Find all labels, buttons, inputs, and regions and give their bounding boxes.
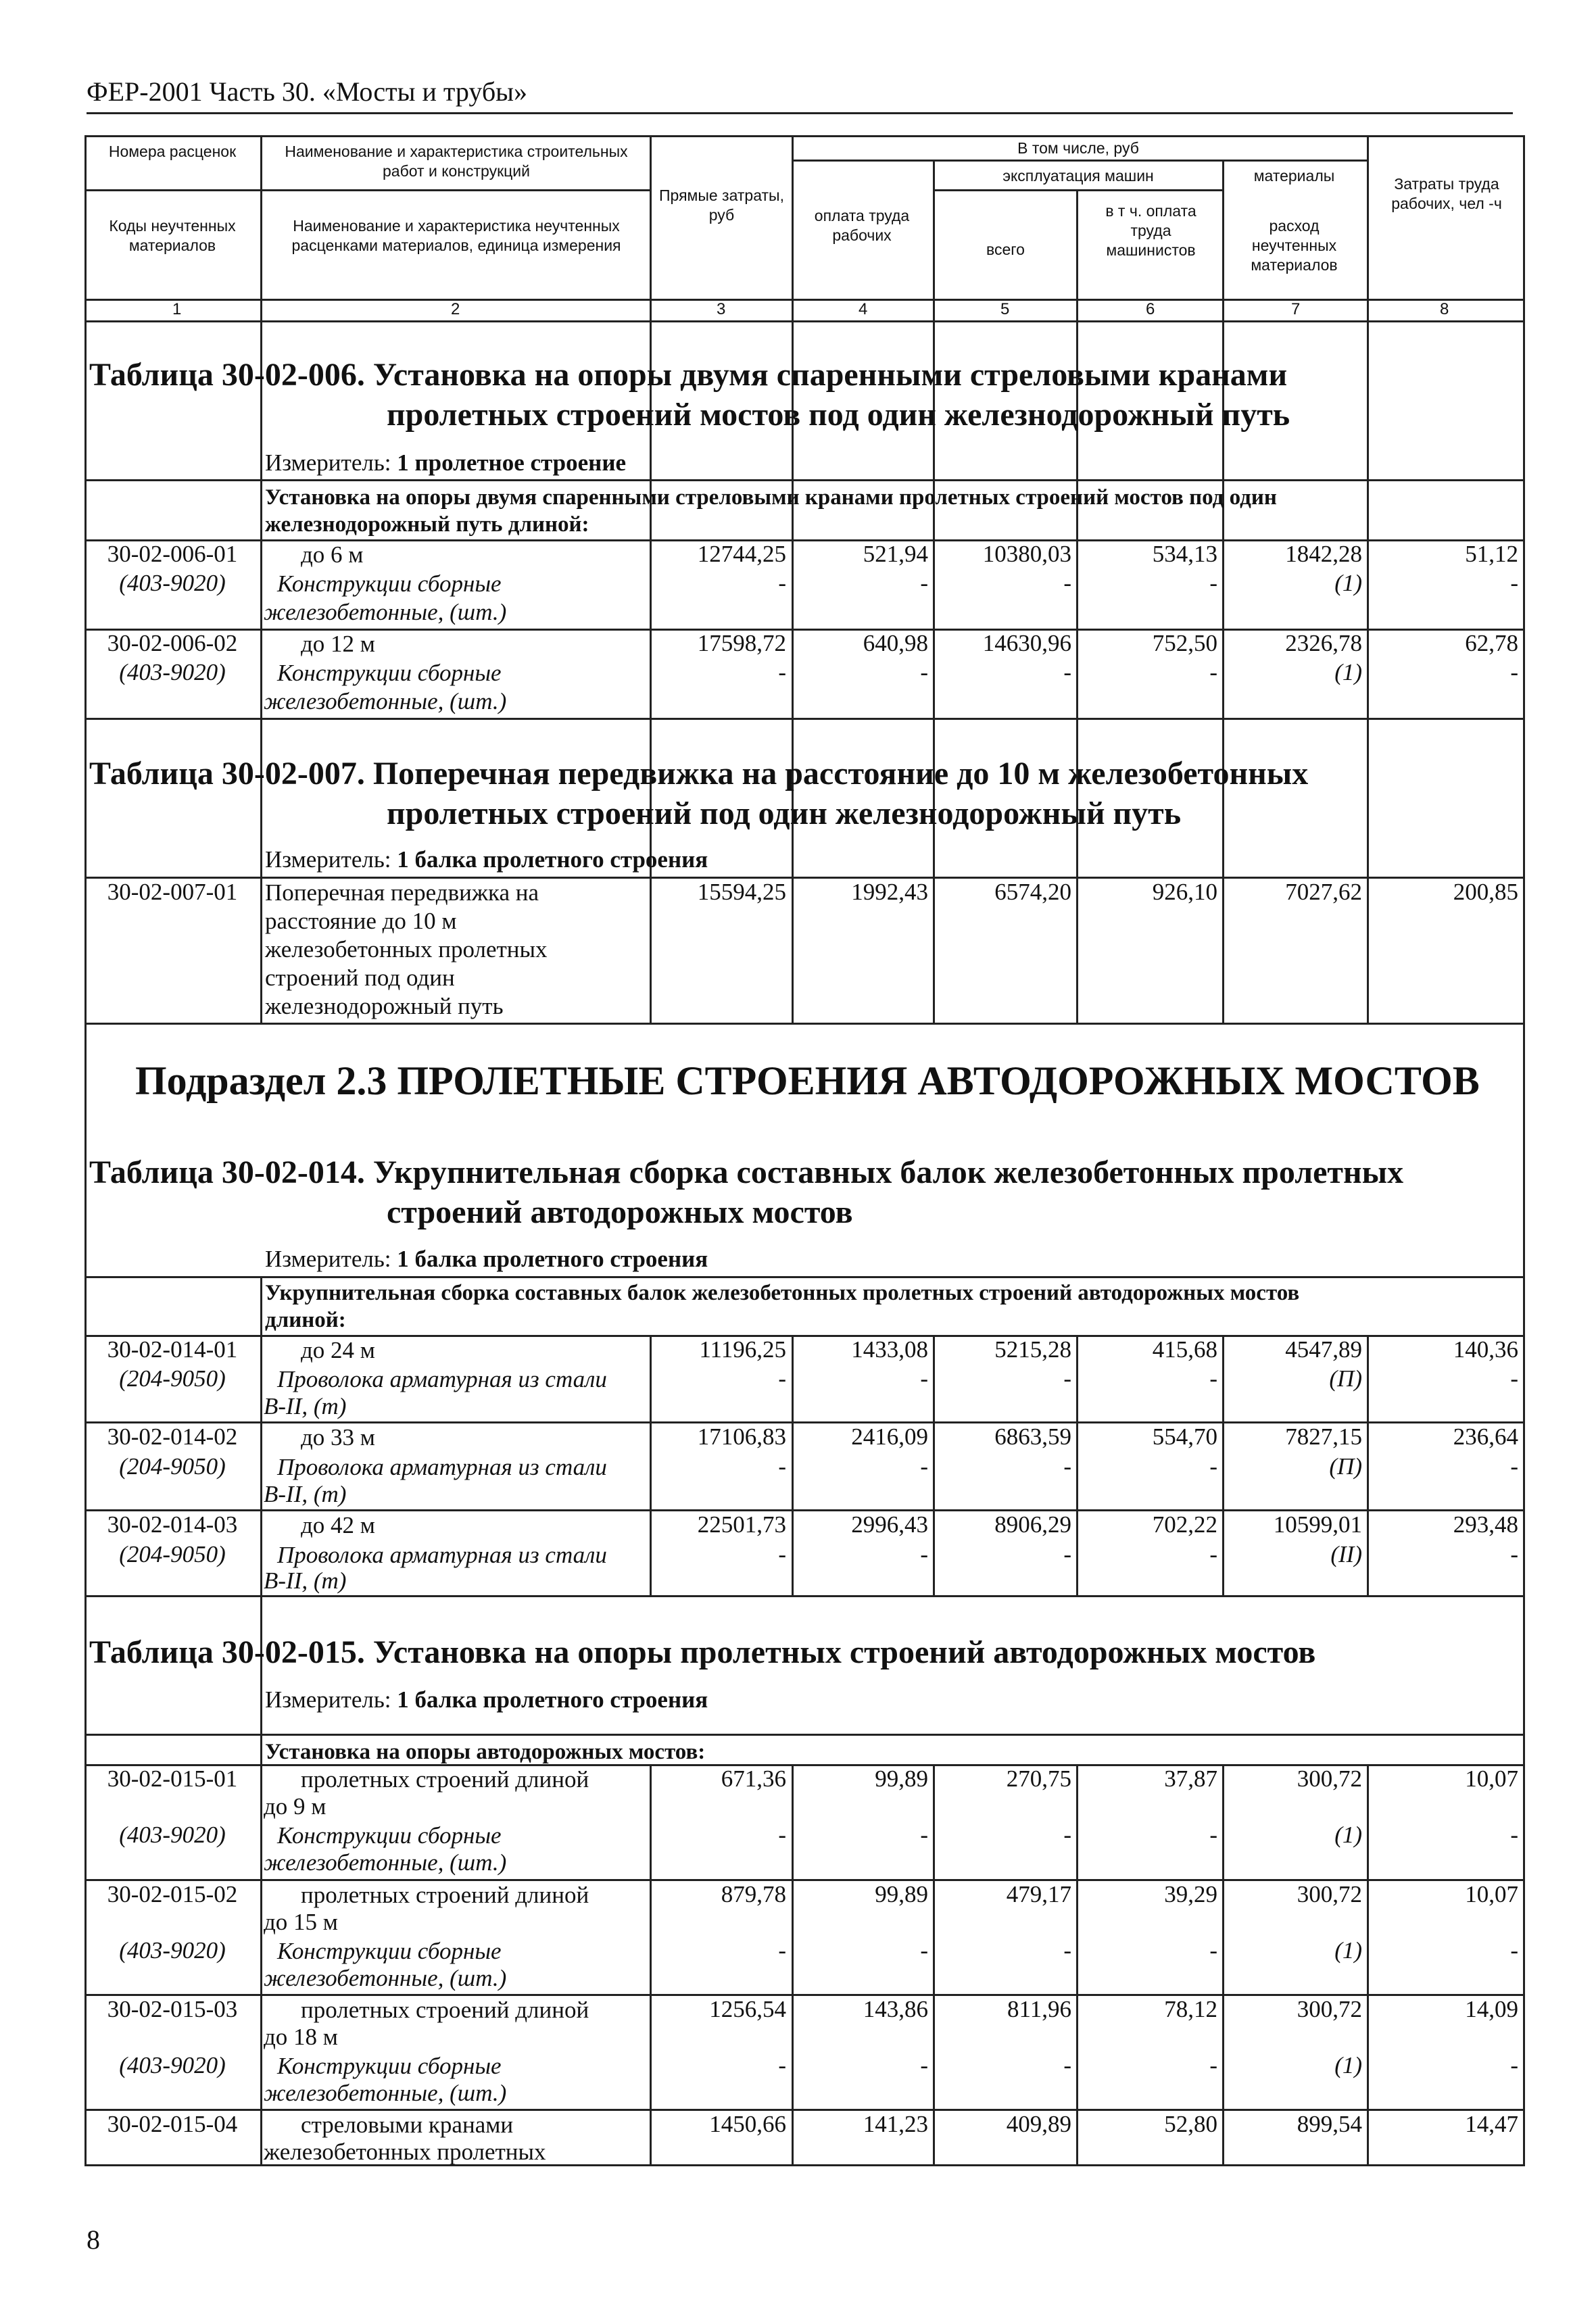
materials-cost: 899,54	[1297, 2111, 1362, 2137]
rate-code: 30-02-007-01	[107, 879, 238, 905]
t007-col-2b	[260, 877, 262, 1023]
table-014-intro-line2: длиной:	[265, 1308, 346, 1332]
work-name-line1: пролетных строений длиной	[301, 1766, 589, 1793]
machinist-pay: 37,87	[1164, 1765, 1217, 1792]
material-quantity: (1)	[1334, 1937, 1362, 1964]
machines-total: 10380,03	[982, 541, 1071, 567]
page-number: 8	[87, 2224, 100, 2255]
header-col7: расход неучтенных материалов	[1251, 217, 1338, 274]
header-bottom-line	[84, 299, 1525, 301]
table-014-title-line1: Таблица 30-02-014. Укрупнительная сборка составных балок железобетонных пролетных	[89, 1154, 1404, 1190]
rate-code: 30-02-015-02	[107, 1881, 238, 1907]
col-number-1: 1	[172, 300, 182, 318]
header-col2-top: Наименование и характеристика строительных работ и конструкций	[285, 143, 628, 180]
dash: -	[1063, 570, 1071, 596]
lower-col-4	[792, 1335, 794, 1595]
machinist-pay: 534,13	[1152, 541, 1217, 567]
labor-pay: 1992,43	[851, 879, 928, 905]
t007-col-8b	[1367, 877, 1369, 1023]
dash: -	[778, 1453, 786, 1480]
dash: -	[1063, 2052, 1071, 2078]
machines-total: 5215,28	[994, 1336, 1071, 1363]
material-quantity: (1)	[1334, 2052, 1362, 2078]
machinist-pay: 926,10	[1152, 879, 1217, 905]
lower-col-2a	[260, 1276, 262, 1335]
material-name-line1: Конструкции сборные	[277, 1822, 502, 1849]
labor-pay: 521,94	[863, 541, 928, 567]
machines-total: 14630,96	[982, 630, 1071, 656]
dash: -	[1209, 1541, 1217, 1567]
header-col1-bottom: Коды неучтенных материалов	[109, 217, 236, 254]
t007-col-4b	[792, 877, 794, 1023]
labor-hours: 51,12	[1465, 541, 1518, 567]
header-col8: Затраты труда рабочих, чел -ч	[1391, 175, 1502, 212]
table-015-meter: Измеритель: 1 балка пролетного строения	[265, 1686, 708, 1713]
direct-cost: 15594,25	[697, 879, 786, 905]
materials-cost: 300,72	[1297, 1996, 1362, 2022]
dash: -	[1209, 1365, 1217, 1392]
dash: -	[778, 1822, 786, 1848]
machinist-pay: 702,22	[1152, 1511, 1217, 1538]
t015-col-7	[1222, 1764, 1224, 2166]
material-name-line1: Конструкции сборные	[277, 570, 502, 597]
lower-col-8	[1367, 1335, 1369, 1595]
work-name-line2: до 18 м	[264, 2024, 338, 2050]
machines-total: 409,89	[1006, 2111, 1071, 2137]
rate-code: 30-02-015-01	[107, 1765, 238, 1792]
material-quantity: (П)	[1329, 1453, 1362, 1480]
work-desc-line1: Поперечная передвижка на	[265, 879, 539, 906]
material-code: (403-9020)	[119, 1822, 226, 1848]
col-number-4: 4	[859, 300, 868, 318]
work-name: до 12 м	[301, 631, 375, 657]
work-name: до 33 м	[301, 1424, 375, 1451]
direct-cost: 879,78	[721, 1881, 786, 1907]
direct-cost: 11196,25	[699, 1336, 786, 1363]
labor-hours: 236,64	[1453, 1423, 1518, 1450]
labor-pay: 640,98	[863, 630, 928, 656]
dash: -	[1510, 1937, 1518, 1964]
t015-col-4	[792, 1764, 794, 2166]
t007-col-5b	[933, 877, 935, 1023]
lower-col-5	[933, 1335, 935, 1595]
dash: -	[1063, 1822, 1071, 1848]
work-name-line1: стреловыми кранами	[301, 2112, 514, 2138]
material-code: (403-9020)	[119, 659, 226, 685]
materials-cost: 300,72	[1297, 1881, 1362, 1907]
table-006-intro-line2: железнодорожный путь длиной:	[265, 512, 589, 537]
header-mid-line	[84, 189, 650, 191]
col-number-7: 7	[1291, 300, 1301, 318]
material-code: (403-9020)	[119, 2052, 226, 2078]
rate-code: 30-02-015-04	[107, 2111, 238, 2137]
t015-col-5	[933, 1764, 935, 2166]
material-code: (204-9050)	[119, 1541, 226, 1567]
machinist-pay: 554,70	[1152, 1423, 1217, 1450]
dash: -	[1063, 1937, 1071, 1964]
header-col1-top: Номера расценок	[108, 143, 237, 160]
machines-total: 479,17	[1006, 1881, 1071, 1907]
t015-col-3	[650, 1764, 652, 2166]
dash: -	[920, 570, 928, 596]
material-name-line1: Проволока арматурная из стали	[277, 1454, 607, 1480]
table-014-meter: Измеритель: 1 балка пролетного строения	[265, 1246, 708, 1272]
dash: -	[920, 1822, 928, 1848]
material-name-line1: Проволока арматурная из стали	[277, 1542, 607, 1568]
materials-cost: 10599,01	[1273, 1511, 1362, 1538]
t014-line-a	[84, 1276, 1525, 1278]
labor-hours: 140,36	[1453, 1336, 1518, 1363]
lower-col-6	[1076, 1335, 1078, 1595]
table-014-intro-line1: Укрупнительная сборка составных балок железобетонных пролетных строений автодорожных мостов	[265, 1281, 1300, 1305]
dash: -	[1209, 1937, 1217, 1964]
col-number-3: 3	[717, 300, 726, 318]
material-quantity: (1)	[1334, 659, 1362, 685]
t007-col-3b	[650, 877, 652, 1023]
col-number-5: 5	[1000, 300, 1010, 318]
direct-cost: 12744,25	[697, 541, 786, 567]
work-desc-line2: расстояние до 10 м	[265, 908, 457, 934]
dash: -	[1510, 1453, 1518, 1480]
direct-cost: 22501,73	[697, 1511, 786, 1538]
material-quantity: (1)	[1334, 1822, 1362, 1848]
table-006-intro-line1: Установка на опоры двумя спаренными стреловыми кранами пролетных строений мостов под один	[265, 485, 1277, 510]
col-number-2: 2	[451, 300, 460, 318]
header-group-line	[792, 160, 1367, 162]
header-col4: оплата труда рабочих	[814, 207, 910, 244]
t014-bottom-line	[84, 1595, 1525, 1597]
work-desc-line4: строений под один	[265, 965, 455, 991]
dash: -	[920, 659, 928, 685]
dash: -	[778, 570, 786, 596]
table-007-title-line1: Таблица 30-02-007. Поперечная передвижка на расстояние до 10 м железобетонных	[89, 756, 1309, 791]
material-name-line2: железобетонные, (шт.)	[264, 688, 507, 714]
lower-col-3	[650, 1335, 652, 1595]
material-name-line2: В-II, (т)	[264, 1393, 347, 1419]
material-name-line1: Конструкции сборные	[277, 1938, 502, 1964]
dash: -	[920, 1541, 928, 1567]
dash: -	[920, 2052, 928, 2078]
dash: -	[1063, 659, 1071, 685]
running-header: ФЕР-2001 Часть 30. «Мосты и трубы»	[87, 76, 528, 107]
work-desc-line3: железобетонных пролетных	[265, 936, 548, 962]
labor-pay: 99,89	[875, 1765, 928, 1792]
dash: -	[1510, 659, 1518, 685]
rate-code: 30-02-014-01	[107, 1336, 238, 1363]
subsection-title: Подраздел 2.3 ПРОЛЕТНЫЕ СТРОЕНИЯ АВТОДОРОЖНЫХ МОСТОВ	[135, 1058, 1480, 1103]
table-006-meter: Измеритель: 1 пролетное строение	[265, 449, 627, 476]
labor-pay: 141,23	[863, 2111, 928, 2137]
col-number-8: 8	[1440, 300, 1449, 318]
table-006-title-line1: Таблица 30-02-006. Установка на опоры двумя спаренными стреловыми кранами	[89, 357, 1288, 393]
header-col6: в т ч. оплата труда машинистов	[1105, 202, 1196, 259]
work-name-line2: до 9 м	[264, 1793, 327, 1820]
dash: -	[1510, 1365, 1518, 1392]
machinist-pay: 52,80	[1164, 2111, 1217, 2137]
material-code: (403-9020)	[119, 1937, 226, 1964]
material-name-line1: Конструкции сборные	[277, 2053, 502, 2079]
work-name: до 42 м	[301, 1512, 375, 1538]
table-007-meter: Измеритель: 1 балка пролетного строения	[265, 846, 708, 873]
material-quantity: (П)	[1329, 1365, 1362, 1392]
materials-cost: 2326,78	[1285, 630, 1362, 656]
machines-total: 270,75	[1006, 1765, 1071, 1792]
t006-line-a	[84, 479, 1525, 481]
table-014-title-line2: строений автодорожных мостов	[387, 1194, 853, 1230]
material-quantity: (1)	[1334, 570, 1362, 596]
dash: -	[920, 1365, 928, 1392]
t007-col-7b	[1222, 877, 1224, 1023]
dash: -	[1209, 659, 1217, 685]
t007-col-6b	[1076, 877, 1078, 1023]
header-rule	[87, 112, 1513, 114]
table-015-intro: Установка на опоры автодорожных мостов:	[265, 1740, 706, 1764]
dash: -	[778, 1937, 786, 1964]
labor-pay: 99,89	[875, 1881, 928, 1907]
dash: -	[1209, 2052, 1217, 2078]
machinist-pay: 752,50	[1152, 630, 1217, 656]
material-code: (403-9020)	[119, 570, 226, 596]
labor-hours: 14,09	[1465, 1996, 1518, 2022]
dash: -	[1063, 1365, 1071, 1392]
dash: -	[920, 1453, 928, 1480]
header-col5: всего	[986, 241, 1025, 258]
lower-col-7	[1222, 1335, 1224, 1595]
labor-hours: 10,07	[1465, 1881, 1518, 1907]
dash: -	[778, 1365, 786, 1392]
col-line-8	[1367, 135, 1369, 899]
dash: -	[1063, 1453, 1071, 1480]
work-name-line1: пролетных строений длиной	[301, 1997, 589, 2023]
header-in-that-number: В том числе, руб	[1017, 139, 1139, 157]
work-name-line2: до 15 м	[264, 1909, 338, 1935]
machinist-pay: 78,12	[1164, 1996, 1217, 2022]
material-name-line2: железобетонные, (шт.)	[264, 1849, 507, 1876]
material-quantity: (II)	[1330, 1541, 1362, 1567]
work-name-line1: пролетных строений длиной	[301, 1882, 589, 1908]
material-name-line2: В-II, (т)	[264, 1481, 347, 1507]
t015-col-8	[1367, 1764, 1369, 2166]
direct-cost: 671,36	[721, 1765, 786, 1792]
t006-row-line-2	[84, 718, 1525, 720]
dash: -	[1510, 1541, 1518, 1567]
machinist-pay: 39,29	[1164, 1881, 1217, 1907]
materials-cost: 300,72	[1297, 1765, 1362, 1792]
dash: -	[1209, 1822, 1217, 1848]
material-code: (204-9050)	[119, 1365, 226, 1392]
material-name-line2: железобетонные, (шт.)	[264, 1965, 507, 1991]
machines-total: 8906,29	[994, 1511, 1071, 1538]
labor-hours: 200,85	[1453, 879, 1518, 905]
colnum-bottom-line	[84, 320, 1525, 322]
table-007-title-line2: пролетных строений под один железнодорожный путь	[387, 796, 1182, 831]
labor-pay: 1433,08	[851, 1336, 928, 1363]
header-col3: Прямые затраты, руб	[659, 187, 784, 224]
dash: -	[1510, 1822, 1518, 1848]
rate-code: 30-02-015-03	[107, 1996, 238, 2022]
header-col2-bottom: Наименование и характеристика неучтенных расценками материалов, единица измерения	[291, 217, 621, 254]
labor-pay: 2996,43	[851, 1511, 928, 1538]
direct-cost: 17598,72	[697, 630, 786, 656]
dash: -	[920, 1937, 928, 1964]
dash: -	[778, 1541, 786, 1567]
work-name: до 24 м	[301, 1337, 375, 1363]
t007-bottom-line	[84, 1023, 1525, 1025]
work-desc-line5: железнодорожный путь	[265, 993, 504, 1019]
material-name-line1: Конструкции сборные	[277, 660, 502, 686]
col-number-6: 6	[1146, 300, 1155, 318]
labor-hours: 293,48	[1453, 1511, 1518, 1538]
machines-total: 6863,59	[994, 1423, 1071, 1450]
materials-cost: 7027,62	[1285, 879, 1362, 905]
direct-cost: 1256,54	[709, 1996, 786, 2022]
rate-code: 30-02-006-02	[107, 630, 238, 656]
materials-cost: 4547,89	[1285, 1336, 1362, 1363]
dash: -	[1510, 570, 1518, 596]
machinist-pay: 415,68	[1152, 1336, 1217, 1363]
lower-col-2	[260, 1335, 262, 2166]
labor-hours: 10,07	[1465, 1765, 1518, 1792]
t015-line-a	[84, 1734, 1525, 1736]
dash: -	[1063, 1541, 1071, 1567]
dash: -	[1510, 2052, 1518, 2078]
machines-total: 811,96	[1007, 1996, 1071, 2022]
header-machines: эксплуатация машин	[1002, 167, 1154, 185]
labor-pay: 143,86	[863, 1996, 928, 2022]
material-name-line2: железобетонные, (шт.)	[264, 2080, 507, 2106]
machines-total: 6574,20	[994, 879, 1071, 905]
dash: -	[778, 2052, 786, 2078]
header-materials: материалы	[1253, 167, 1335, 185]
material-name-line2: В-II, (т)	[264, 1567, 347, 1594]
table-006-title-line2: пролетных строений мостов под один железнодорожный путь	[387, 397, 1290, 433]
rate-code: 30-02-014-03	[107, 1511, 238, 1538]
rate-code: 30-02-014-02	[107, 1423, 238, 1450]
material-code: (204-9050)	[119, 1453, 226, 1480]
material-name-line1: Проволока арматурная из стали	[277, 1366, 607, 1392]
labor-hours: 14,47	[1465, 2111, 1518, 2137]
direct-cost: 1450,66	[709, 2111, 786, 2137]
work-name: до 6 м	[301, 541, 364, 568]
rate-code: 30-02-006-01	[107, 541, 238, 567]
material-name-line2: железобетонные, (шт.)	[264, 599, 507, 625]
table-015-title: Таблица 30-02-015. Установка на опоры пролетных строений автодорожных мостов	[89, 1634, 1316, 1670]
work-name-line2: железобетонных пролетных	[264, 2139, 546, 2165]
labor-hours: 62,78	[1465, 630, 1518, 656]
direct-cost: 17106,83	[697, 1423, 786, 1450]
dash: -	[778, 659, 786, 685]
materials-cost: 7827,15	[1285, 1423, 1362, 1450]
dash: -	[1209, 1453, 1217, 1480]
t015-col-6	[1076, 1764, 1078, 2166]
labor-pay: 2416,09	[851, 1423, 928, 1450]
materials-cost: 1842,28	[1285, 541, 1362, 567]
dash: -	[1209, 570, 1217, 596]
